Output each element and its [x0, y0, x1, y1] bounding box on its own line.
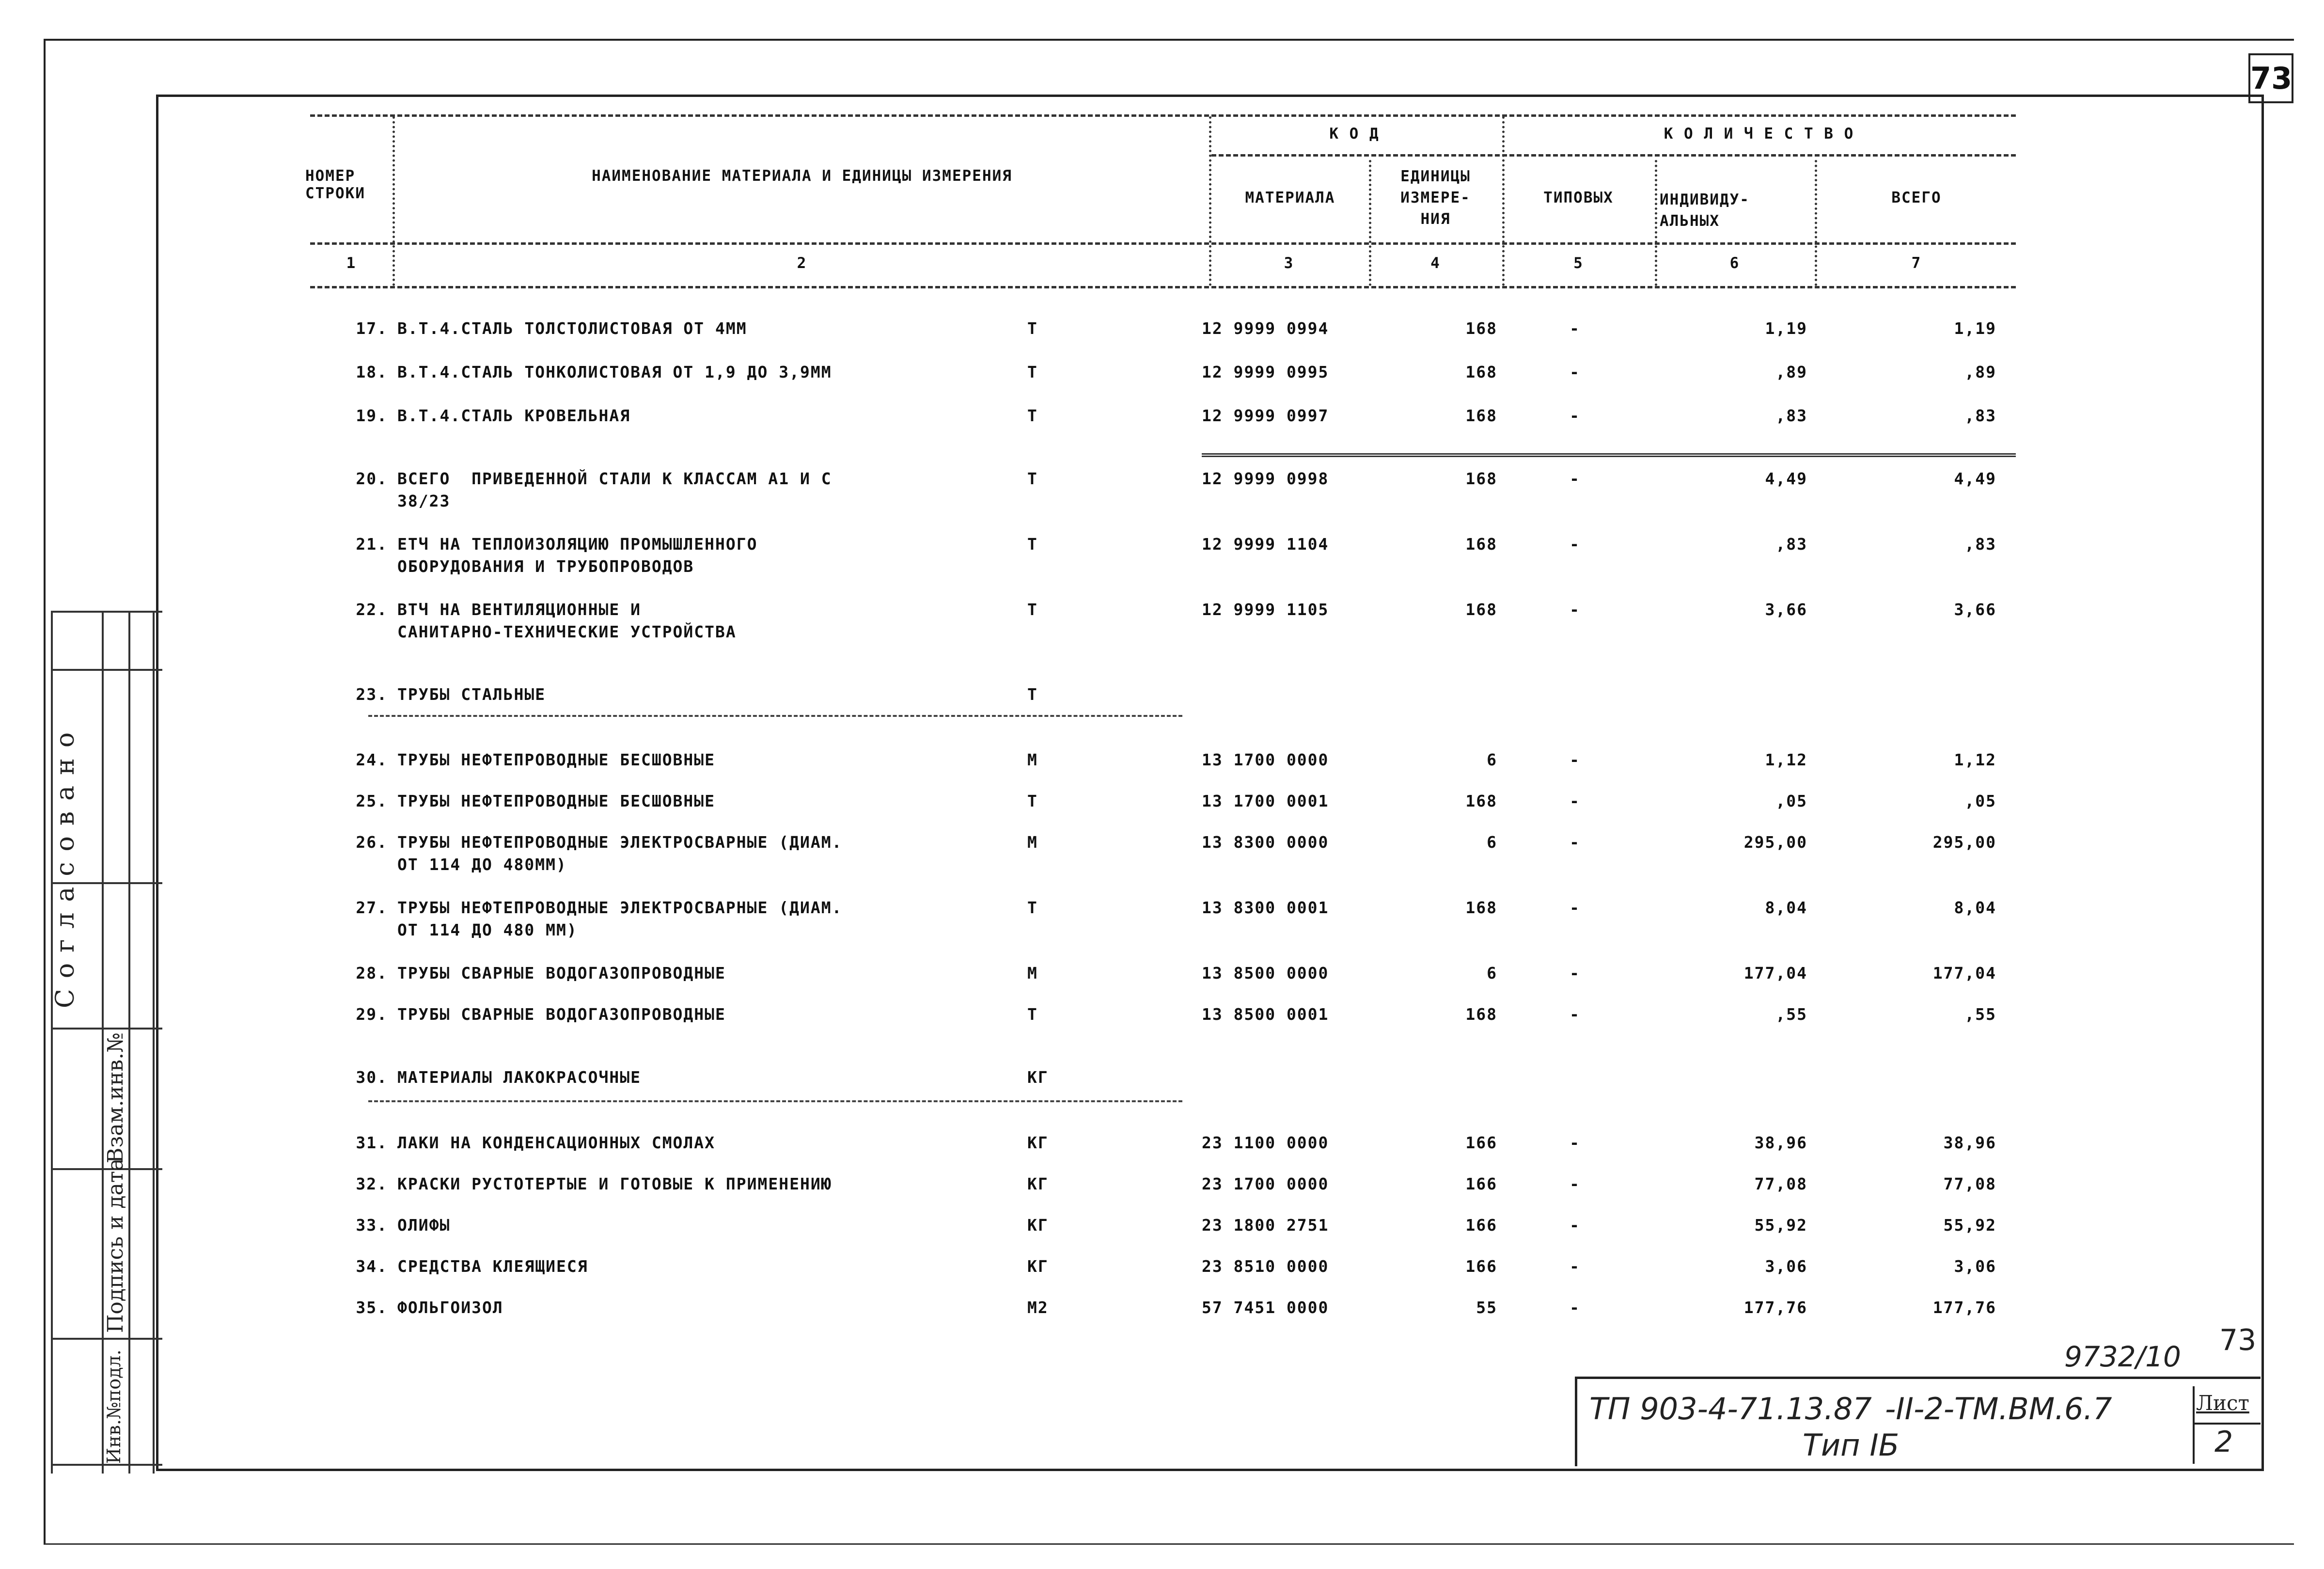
row-code: 23 8510 0000 — [1202, 1257, 1329, 1276]
row-number: 23. — [356, 685, 388, 704]
row-unit: КГ — [1027, 1216, 1049, 1235]
row-name: ОЛИФЫ — [397, 1216, 451, 1235]
row-number: 34. — [356, 1257, 388, 1276]
row-individual: 3,06 — [1765, 1257, 1807, 1276]
total-separator — [1202, 453, 2016, 457]
row-unit: Т — [1027, 406, 1038, 425]
row-name: ТРУБЫ НЕФТЕПРОВОДНЫЕ ЭЛЕКТРОСВАРНЫЕ (ДИАМ. ОТ 114 ДО 480ММ) — [397, 833, 843, 874]
row-number: 19. — [356, 406, 388, 425]
row-unit: Т — [1027, 535, 1038, 554]
row-total: ,05 — [1964, 792, 1996, 810]
row-name: В.Т.4.СТАЛЬ КРОВЕЛЬНАЯ — [397, 406, 631, 425]
row-unit: М2 — [1027, 1298, 1049, 1317]
header-tipovyh: ТИПОВЫХ — [1543, 189, 1614, 206]
row-typical: - — [1570, 1216, 1580, 1235]
row-unit-code: 168 — [1465, 792, 1497, 810]
sheet-cell-divider — [2193, 1423, 2261, 1425]
row-total: ,89 — [1964, 363, 1996, 381]
row-code: 12 9999 0998 — [1202, 469, 1329, 488]
row-unit: КГ — [1027, 1068, 1049, 1087]
row-number: 30. — [356, 1068, 388, 1087]
colnum-1: 1 — [346, 254, 357, 272]
row-code: 13 8500 0001 — [1202, 1005, 1329, 1024]
row-code: 12 9999 1105 — [1202, 600, 1329, 619]
sheet-label: Лист — [2196, 1391, 2249, 1415]
table-row — [0, 533, 2324, 582]
row-typical: - — [1570, 750, 1580, 769]
row-code: 23 1100 0000 — [1202, 1133, 1329, 1152]
row-code: 12 9999 0995 — [1202, 363, 1329, 381]
row-unit: Т — [1027, 469, 1038, 488]
header-kod: К О Д — [1329, 125, 1380, 143]
row-unit-code: 6 — [1487, 750, 1497, 769]
row-total: 177,04 — [1932, 964, 1996, 983]
row-typical: - — [1570, 319, 1580, 338]
group-underline — [368, 715, 1182, 717]
row-individual: 1,12 — [1765, 750, 1807, 769]
row-individual: ,55 — [1775, 1005, 1807, 1024]
row-unit: Т — [1027, 319, 1038, 338]
side-row-line — [51, 611, 162, 613]
row-name: ЕТЧ НА ТЕПЛОИЗОЛЯЦИЮ ПРОМЫШЛЕННОГО ОБОРУДОВАНИЯ И ТРУБОПРОВОДОВ — [397, 535, 758, 576]
row-unit-code: 6 — [1487, 964, 1497, 983]
row-total: 55,92 — [1943, 1216, 1996, 1235]
corner-number: 73 — [2219, 1323, 2257, 1357]
group-underline — [368, 1100, 1182, 1102]
header-vsego: ВСЕГО — [1891, 189, 1942, 206]
header-top-rule — [310, 114, 2016, 117]
row-name: ТРУБЫ НЕФТЕПРОВОДНЫЕ БЕСШОВНЫЕ — [397, 792, 716, 810]
row-name: ФОЛЬГОИЗОЛ — [397, 1298, 503, 1317]
row-name: МАТЕРИАЛЫ ЛАКОКРАСОЧНЫЕ — [397, 1068, 641, 1087]
header-mid-rule — [1211, 154, 2016, 157]
row-code: 57 7451 0000 — [1202, 1298, 1329, 1317]
row-unit-code: 166 — [1465, 1257, 1497, 1276]
header-kolichestvo: К О Л И Ч Е С Т В О — [1664, 125, 1854, 143]
row-unit-code: 166 — [1465, 1174, 1497, 1193]
row-name: ТРУБЫ СВАРНЫЕ ВОДОГАЗОПРОВОДНЫЕ — [397, 964, 726, 983]
table-row — [0, 317, 2324, 366]
row-unit-code: 168 — [1465, 898, 1497, 917]
row-individual: 177,76 — [1743, 1298, 1807, 1317]
row-number: 33. — [356, 1216, 388, 1235]
handwritten-ref: 9732/10 — [2064, 1340, 2181, 1373]
side-row-line — [51, 1028, 162, 1030]
row-total: 1,19 — [1954, 319, 1996, 338]
row-total: 3,66 — [1954, 600, 1996, 619]
doc-code: ТП 903-4-71.13.87 — [1589, 1391, 1872, 1426]
row-total: 295,00 — [1932, 833, 1996, 852]
header-nomer: НОМЕР СТРОКИ — [305, 167, 365, 202]
table-row — [0, 897, 2324, 945]
row-name: ВТЧ НА ВЕНТИЛЯЦИОННЫЕ И САНИТАРНО-ТЕХНИЧЕСКИЕ УСТРОЙСТВА — [397, 600, 737, 641]
row-unit: Т — [1027, 1005, 1038, 1024]
row-total: 8,04 — [1954, 898, 1996, 917]
row-name: СРЕДСТВА КЛЕЯЩИЕСЯ — [397, 1257, 588, 1276]
row-typical: - — [1570, 898, 1580, 917]
doc-suffix: -II-2-ТМ.ВМ.6.7 — [1885, 1391, 2112, 1426]
row-code: 13 8300 0001 — [1202, 898, 1329, 917]
row-unit-code: 6 — [1487, 833, 1497, 852]
podpis-data-label: Подпись и дата — [103, 1158, 128, 1333]
row-number: 31. — [356, 1133, 388, 1152]
row-unit-code: 168 — [1465, 319, 1497, 338]
row-individual: ,83 — [1775, 535, 1807, 554]
row-individual: 55,92 — [1754, 1216, 1807, 1235]
row-unit: КГ — [1027, 1174, 1049, 1193]
row-individual: 77,08 — [1754, 1174, 1807, 1193]
row-number: 29. — [356, 1005, 388, 1024]
row-typical: - — [1570, 600, 1580, 619]
row-number: 17. — [356, 319, 388, 338]
row-individual: 295,00 — [1743, 833, 1807, 852]
row-typical: - — [1570, 964, 1580, 983]
row-individual: 177,04 — [1743, 964, 1807, 983]
header-rule-2 — [310, 242, 2016, 245]
row-number: 32. — [356, 1174, 388, 1193]
row-typical: - — [1570, 833, 1580, 852]
row-number: 22. — [356, 600, 388, 619]
row-typical: - — [1570, 1298, 1580, 1317]
row-unit: М — [1027, 964, 1038, 983]
table-row — [0, 468, 2324, 516]
sheet-number: 2 — [2214, 1425, 2233, 1459]
row-code: 23 1800 2751 — [1202, 1216, 1329, 1235]
row-typical: - — [1570, 1133, 1580, 1152]
row-number: 24. — [356, 750, 388, 769]
row-total: 4,49 — [1954, 469, 1996, 488]
row-typical: - — [1570, 535, 1580, 554]
row-code: 13 8300 0000 — [1202, 833, 1329, 852]
row-total: 1,12 — [1954, 750, 1996, 769]
row-individual: ,05 — [1775, 792, 1807, 810]
row-individual: 8,04 — [1765, 898, 1807, 917]
row-code: 13 1700 0000 — [1202, 750, 1329, 769]
table-row — [0, 1003, 2324, 1052]
row-number: 27. — [356, 898, 388, 917]
row-code: 13 1700 0001 — [1202, 792, 1329, 810]
row-typical: - — [1570, 1005, 1580, 1024]
vzam-inv-label: Взам.инв.№ — [103, 1032, 128, 1163]
row-number: 26. — [356, 833, 388, 852]
row-unit: М — [1027, 833, 1038, 852]
row-unit-code: 55 — [1476, 1298, 1497, 1317]
row-name: ВСЕГО ПРИВЕДЕННОЙ СТАЛИ К КЛАССАМ А1 И С 38/23 — [397, 469, 832, 510]
row-unit: Т — [1027, 685, 1038, 704]
row-unit-code: 168 — [1465, 469, 1497, 488]
page-number: 73 — [2248, 53, 2293, 103]
row-typical: - — [1570, 469, 1580, 488]
row-individual: 38,96 — [1754, 1133, 1807, 1152]
row-name: В.Т.4.СТАЛЬ ТОНКОЛИСТОВАЯ ОТ 1,9 ДО 3,9ММ — [397, 363, 832, 381]
row-typical: - — [1570, 363, 1580, 381]
row-number: 18. — [356, 363, 388, 381]
side-row-line — [51, 1338, 162, 1340]
table-row — [0, 831, 2324, 880]
row-total: ,55 — [1964, 1005, 1996, 1024]
row-individual: 1,19 — [1765, 319, 1807, 338]
type-label: Тип IБ — [1803, 1427, 1900, 1463]
table-row — [0, 599, 2324, 647]
table-row — [0, 1297, 2324, 1345]
header-material: МАТЕРИАЛА — [1245, 189, 1335, 206]
side-col-line — [128, 611, 130, 1474]
row-name: ТРУБЫ СТАЛЬНЫЕ — [397, 685, 546, 704]
row-number: 25. — [356, 792, 388, 810]
row-number: 20. — [356, 469, 388, 488]
row-name: КРАСКИ РУСТОТЕРТЫЕ И ГОТОВЫЕ К ПРИМЕНЕНИЮ — [397, 1174, 832, 1193]
side-row-line — [51, 669, 162, 671]
row-name: ТРУБЫ НЕФТЕПРОВОДНЫЕ ЭЛЕКТРОСВАРНЫЕ (ДИАМ. ОТ 114 ДО 480 ММ) — [397, 898, 843, 939]
row-unit: Т — [1027, 792, 1038, 810]
row-number: 28. — [356, 964, 388, 983]
row-number: 35. — [356, 1298, 388, 1317]
header-edinicy: ЕДИНИЦЫ ИЗМЕРЕ- НИЯ — [1400, 168, 1471, 228]
table-row — [0, 361, 2324, 410]
row-unit: Т — [1027, 898, 1038, 917]
row-total: 177,76 — [1932, 1298, 1996, 1317]
inv-podl-label: Инв.№подл. — [103, 1349, 125, 1464]
colnum-7: 7 — [1911, 254, 1922, 272]
row-unit: Т — [1027, 363, 1038, 381]
row-total: 77,08 — [1943, 1174, 1996, 1193]
soglasovano-label: Согласовано — [51, 721, 80, 1008]
row-unit: М — [1027, 750, 1038, 769]
row-typical: - — [1570, 1174, 1580, 1193]
colnum-2: 2 — [797, 254, 807, 272]
table-row — [0, 405, 2324, 453]
row-unit-code: 168 — [1465, 363, 1497, 381]
row-typical: - — [1570, 406, 1580, 425]
side-col-line — [153, 611, 155, 1474]
approval-side-panel — [51, 611, 162, 1474]
row-unit-code: 166 — [1465, 1216, 1497, 1235]
table-row — [0, 1066, 2324, 1115]
colnum-4: 4 — [1430, 254, 1441, 272]
colnum-3: 3 — [1284, 254, 1294, 272]
row-unit: КГ — [1027, 1133, 1049, 1152]
row-code: 13 8500 0000 — [1202, 964, 1329, 983]
row-individual: ,89 — [1775, 363, 1807, 381]
row-unit: Т — [1027, 600, 1038, 619]
row-name: ТРУБЫ НЕФТЕПРОВОДНЫЕ БЕСШОВНЫЕ — [397, 750, 716, 769]
row-unit-code: 168 — [1465, 600, 1497, 619]
row-total: 3,06 — [1954, 1257, 1996, 1276]
row-individual: 3,66 — [1765, 600, 1807, 619]
row-total: 38,96 — [1943, 1133, 1996, 1152]
row-individual: ,83 — [1775, 406, 1807, 425]
row-name: ЛАКИ НА КОНДЕНСАЦИОННЫХ СМОЛАХ — [397, 1133, 716, 1152]
col-sep-1 — [393, 116, 395, 286]
header-naimenovanie: НАИМЕНОВАНИЕ МАТЕРИАЛА И ЕДИНИЦЫ ИЗМЕРЕНИЯ — [592, 167, 1012, 185]
row-unit-code: 168 — [1465, 535, 1497, 554]
row-unit-code: 168 — [1465, 1005, 1497, 1024]
row-code: 12 9999 0994 — [1202, 319, 1329, 338]
row-typical: - — [1570, 792, 1580, 810]
header-bottom-rule — [310, 286, 2016, 288]
row-total: ,83 — [1964, 406, 1996, 425]
row-unit-code: 166 — [1465, 1133, 1497, 1152]
table-row — [0, 683, 2324, 732]
row-name: В.Т.4.СТАЛЬ ТОЛСТОЛИСТОВАЯ ОТ 4ММ — [397, 319, 747, 338]
row-code: 23 1700 0000 — [1202, 1174, 1329, 1193]
row-individual: 4,49 — [1765, 469, 1807, 488]
colnum-6: 6 — [1729, 254, 1740, 272]
row-unit-code: 168 — [1465, 406, 1497, 425]
row-number: 21. — [356, 535, 388, 554]
row-name: ТРУБЫ СВАРНЫЕ ВОДОГАЗОПРОВОДНЫЕ — [397, 1005, 726, 1024]
row-typical: - — [1570, 1257, 1580, 1276]
side-row-line — [51, 1464, 162, 1466]
row-code: 12 9999 1104 — [1202, 535, 1329, 554]
row-unit: КГ — [1027, 1257, 1049, 1276]
row-code: 12 9999 0997 — [1202, 406, 1329, 425]
row-total: ,83 — [1964, 535, 1996, 554]
colnum-5: 5 — [1573, 254, 1584, 272]
header-individ: ИНДИВИДУ- АЛЬНЫХ — [1660, 191, 1750, 230]
